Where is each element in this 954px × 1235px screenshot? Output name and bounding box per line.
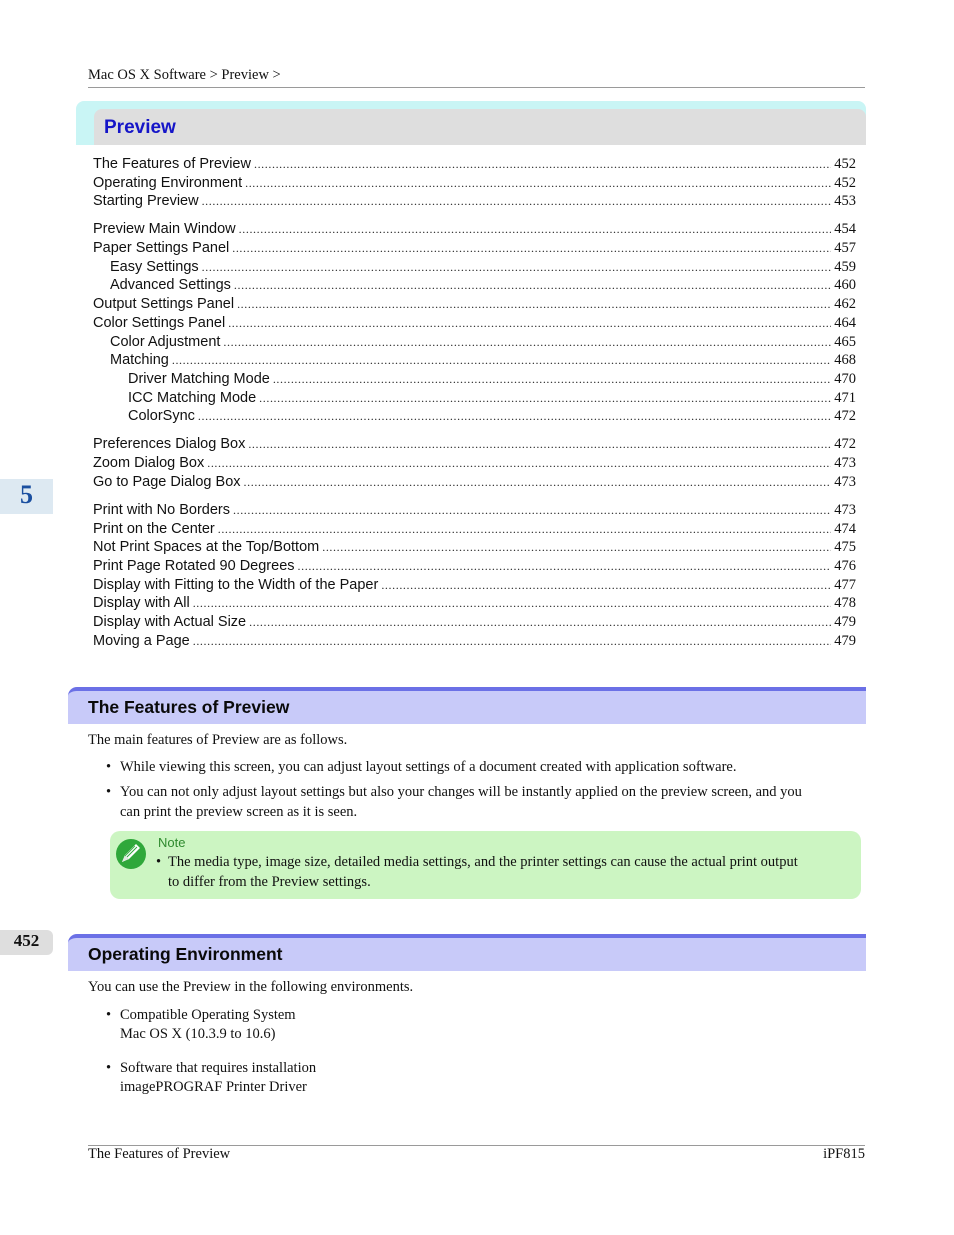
toc-leader-dots [193,594,832,612]
note-line-1: The media type, image size, detailed media settings, and the printer settings can cause the actual print output [168,854,798,870]
toc-entry-label: Go to Page Dialog Box [93,474,241,490]
toc-leader-dots [172,351,831,369]
toc-leader-dots [322,538,831,556]
toc-entry-label: Output Settings Panel [93,296,235,312]
toc-entry[interactable] [128,407,856,425]
toc-leader-dots [245,174,831,192]
toc-entry[interactable] [93,520,856,538]
preview-title-box [94,109,866,145]
toc-entry-page: 462 [834,296,856,312]
toc-leader-dots [254,155,831,173]
toc-entry[interactable] [93,613,856,631]
toc-entry[interactable] [128,389,856,407]
toc-entry[interactable] [93,435,856,453]
breadcrumb: Mac OS X Software > Preview > [88,67,281,83]
toc-entry-label: Driver Matching Mode [128,371,270,387]
toc-entry[interactable] [93,295,856,313]
software-requirement-title: Software that requires installation [120,1060,317,1076]
toc-entry-page: 472 [834,436,856,452]
toc-leader-dots [207,454,831,472]
toc-entry-page: 476 [834,558,856,574]
bullet-dot: • [106,784,112,800]
os-requirement-title: Compatible Operating System [120,1007,296,1023]
toc-entry[interactable] [110,333,856,351]
note-line-2: to differ from the Preview settings. [168,873,371,890]
toc-entry-page: 464 [834,315,856,331]
toc-entry-label: Easy Settings [110,259,199,275]
note-label: Note [158,835,186,850]
toc-entry[interactable] [93,473,856,491]
bullet-dot: • [106,1007,112,1023]
toc-entry-page: 473 [834,474,856,490]
toc-entry-label: Starting Preview [93,193,199,209]
toc-entry-page: 452 [834,156,856,172]
features-section-title: The Features of Preview [88,697,290,717]
toc-entry-label: Moving a Page [93,633,190,649]
toc-leader-dots [223,333,831,351]
toc-entry-label: Display with Fitting to the Width of the Paper [93,577,379,593]
toc-entry-page: 465 [834,334,856,350]
toc-entry-page: 459 [834,259,856,275]
features-bullet-2 [120,783,866,822]
toc-entry-label: The Features of Preview [93,156,251,172]
toc-entry-page: 460 [834,277,856,293]
toc-entry[interactable] [93,501,856,519]
toc-entry-label: Preview Main Window [93,221,236,237]
toc-entry-label: Paper Settings Panel [93,240,230,256]
toc-entry-label: Not Print Spaces at the Top/Bottom [93,539,320,555]
toc-entry-label: Preferences Dialog Box [93,436,246,452]
toc-entry-label: ColorSync [128,408,195,424]
page-title: Preview [104,117,176,138]
bullet-dot: • [106,1060,112,1076]
toc-entry-page: 452 [834,175,856,191]
toc-entry-label: Display with Actual Size [93,614,247,630]
toc-entry[interactable] [93,557,856,575]
toc-leader-dots [381,576,831,594]
toc-entry-page: 479 [834,614,856,630]
toc-leader-dots [237,295,831,313]
toc-leader-dots [193,632,832,650]
toc-leader-dots [248,435,831,453]
features-bullet-1: While viewing this screen, you can adjust layout settings of a document created with application software. [120,759,737,775]
toc-leader-dots [228,314,831,332]
toc-leader-dots [273,370,831,388]
toc-leader-dots [298,557,832,575]
toc-leader-dots [259,389,831,407]
toc-entry-label: Zoom Dialog Box [93,455,205,471]
toc-entry-page: 468 [834,352,856,368]
footer-model-name: iPF815 [823,1146,865,1162]
toc-entry[interactable] [93,220,856,238]
toc-entry-page: 479 [834,633,856,649]
operating-intro: You can use the Preview in the following environments. [88,979,414,995]
toc-entry[interactable] [93,454,856,472]
features-bullet-2-line2: can print the preview screen as it is seen. [120,803,358,820]
os-requirement-value: Mac OS X (10.3.9 to 10.6) [120,1025,276,1042]
toc-entry-page: 453 [834,193,856,209]
page-number: 452 [13,931,40,950]
toc-entry-label: Print Page Rotated 90 Degrees [93,558,295,574]
software-requirement [120,1059,316,1096]
toc-leader-dots [198,407,831,425]
toc-entry-page: 473 [834,455,856,471]
note-text [168,853,798,892]
chapter-number: 5 [20,480,33,509]
toc-leader-dots [244,473,832,491]
toc-leader-dots [233,501,831,519]
toc-leader-dots [202,258,832,276]
toc-entry-page: 478 [834,595,856,611]
toc-entry[interactable] [93,314,856,332]
toc-entry-page: 475 [834,539,856,555]
toc-leader-dots [202,192,832,210]
toc-entry-page: 454 [834,221,856,237]
toc-entry[interactable] [93,576,856,594]
bullet-dot: • [106,759,112,775]
toc-entry-page: 470 [834,371,856,387]
footer-section-name: The Features of Preview [88,1146,231,1162]
toc-leader-dots [249,613,831,631]
toc-entry[interactable] [93,632,856,650]
toc-leader-dots [218,520,832,538]
toc-entry-page: 474 [834,521,856,537]
toc-entry[interactable] [93,538,856,556]
header-rule [88,87,865,88]
toc-leader-dots [232,239,831,257]
toc-entry-label: Print on the Center [93,521,215,537]
toc-entry[interactable] [93,192,856,210]
toc-entry-label: Operating Environment [93,175,243,191]
os-requirement [120,1006,296,1043]
toc-entry[interactable] [93,174,856,192]
toc-entry[interactable] [93,155,856,173]
toc-entry[interactable] [93,239,856,257]
pencil-note-icon [114,837,148,871]
toc-entry[interactable] [128,370,856,388]
toc-entry[interactable] [110,351,856,369]
toc-entry-page: 477 [834,577,856,593]
bullet-dot: • [156,854,162,870]
toc-entry-page: 471 [834,390,856,406]
toc-leader-dots [239,220,832,238]
toc-entry-label: Advanced Settings [110,277,231,293]
features-bullet-2-line1: You can not only adjust layout settings but also your changes will be instantly applied on the preview screen, and you [120,784,802,800]
toc-entry-label: Color Settings Panel [93,315,226,331]
toc-entry-label: Color Adjustment [110,334,221,350]
toc-entry-page: 457 [834,240,856,256]
toc-entry-label: Display with All [93,595,190,611]
toc-entry-page: 472 [834,408,856,424]
operating-section-title: Operating Environment [88,944,283,964]
toc-entry-label: ICC Matching Mode [128,390,257,406]
toc-entry[interactable] [93,594,856,612]
software-requirement-value: imagePROGRAF Printer Driver [120,1078,307,1095]
toc-entry-label: Print with No Borders [93,502,230,518]
toc-entry-label: Matching [110,352,169,368]
toc-leader-dots [234,276,831,294]
features-intro: The main features of Preview are as follows. [88,732,348,748]
toc-entry[interactable] [110,276,856,294]
toc-entry-page: 473 [834,502,856,518]
toc-entry[interactable] [110,258,856,276]
